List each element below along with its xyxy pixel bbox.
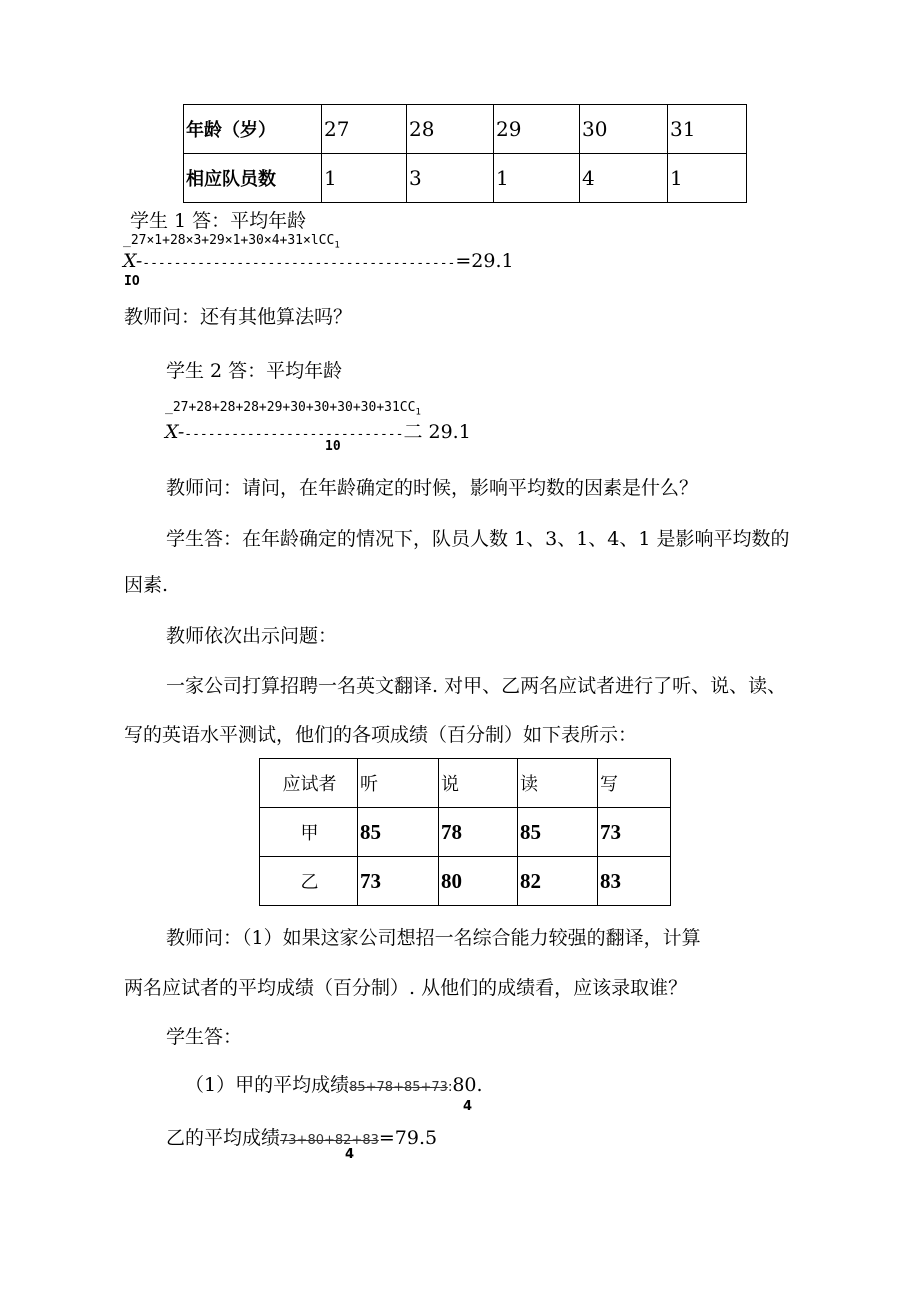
result: 二 29.1 xyxy=(403,421,471,443)
student2-denominator: 10 xyxy=(325,439,341,454)
score-cell: 85 xyxy=(358,808,439,857)
table-row xyxy=(184,105,747,154)
table-row xyxy=(184,154,747,203)
row-header-age: 年龄（岁） xyxy=(184,105,322,154)
age-table xyxy=(183,104,747,203)
yi-average-result: =79.5 xyxy=(378,1127,438,1149)
numerator-text: _27×1+28×3+29×1+30×4+31×lCC xyxy=(123,233,335,248)
student-answer-line1: 学生答：在年龄确定的情况下，队员人数 1、3、1、4、1 是影响平均数的 xyxy=(166,528,790,550)
problem-line1: 一家公司打算招聘一名英文翻译. 对甲、乙两名应试者进行了听、说、读、 xyxy=(166,675,787,697)
yi-average-denominator: 4 xyxy=(345,1147,355,1162)
jia-average-result: 80. xyxy=(452,1074,483,1096)
table-cell: 1 xyxy=(322,154,407,203)
x-bar: X- xyxy=(123,250,143,272)
yi-average-expr: 73+80+82+83 xyxy=(280,1133,379,1148)
teacher-question-3-line1: 教师问：（1）如果这家公司想招一名综合能力较强的翻译，计算 xyxy=(166,927,701,949)
table-cell: 29 xyxy=(494,105,580,154)
teacher-show-problem: 教师依次出示问题： xyxy=(166,625,338,647)
x-bar: X- xyxy=(165,421,185,443)
score-cell: 82 xyxy=(518,857,598,906)
problem-line2: 写的英语水平测试，他们的各项成绩（百分制）如下表所示： xyxy=(124,724,638,746)
numerator-sub: 1 xyxy=(334,240,340,251)
table-cell: 1 xyxy=(494,154,580,203)
table-cell: 4 xyxy=(580,154,668,203)
student2-intro: 学生 2 答：平均年龄 xyxy=(166,360,343,382)
column-header: 说 xyxy=(439,759,518,808)
teacher-question-3-line2: 两名应试者的平均成绩（百分制）. 从他们的成绩看，应该录取谁？ xyxy=(124,977,688,999)
table-cell: 27 xyxy=(322,105,407,154)
jia-average-denominator: 4 xyxy=(463,1099,473,1114)
table-header-row xyxy=(260,759,671,808)
score-table xyxy=(259,758,671,906)
numerator-text: _27+28+28+28+29+30+30+30+30+31CC xyxy=(165,400,416,415)
table-row xyxy=(260,808,671,857)
student1-intro: 学生 1 答：平均年龄 xyxy=(130,210,307,232)
score-cell: 83 xyxy=(598,857,671,906)
score-cell: 73 xyxy=(358,857,439,906)
fraction-dashes: ---------------------------------------- xyxy=(142,256,456,271)
column-header: 听 xyxy=(358,759,439,808)
column-header: 应试者 xyxy=(260,759,358,808)
jia-average-expr: 85+78+85+73 xyxy=(349,1080,448,1095)
student1-fraction-line xyxy=(123,250,514,272)
jia-average-line xyxy=(185,1070,483,1097)
table-cell: 28 xyxy=(407,105,494,154)
jia-average-label: （1）甲的平均成绩 xyxy=(185,1074,350,1096)
teacher-question-1: 教师问：还有其他算法吗？ xyxy=(124,306,353,328)
row-header-count: 相应队员数 xyxy=(184,154,322,203)
teacher-question-2: 教师问：请问，在年龄确定的时候，影响平均数的因素是什么？ xyxy=(166,477,699,499)
score-cell: 80 xyxy=(439,857,518,906)
student1-denominator: IO xyxy=(124,274,140,289)
student-answer-line2: 因素. xyxy=(124,574,169,596)
student-answer-3: 学生答： xyxy=(166,1026,243,1048)
candidate-name: 乙 xyxy=(260,857,358,906)
column-header: 读 xyxy=(518,759,598,808)
yi-average-label: 乙的平均成绩 xyxy=(166,1127,281,1149)
score-cell: 78 xyxy=(439,808,518,857)
table-row xyxy=(260,857,671,906)
result: =29.1 xyxy=(455,250,514,272)
table-cell: 1 xyxy=(668,154,747,203)
table-cell: 31 xyxy=(668,105,747,154)
jia-average-sep: : xyxy=(447,1080,453,1095)
fraction-dashes: ---------------------------- xyxy=(184,427,404,442)
candidate-name: 甲 xyxy=(260,808,358,857)
score-cell: 73 xyxy=(598,808,671,857)
student1-numerator xyxy=(123,233,340,251)
yi-average-line xyxy=(166,1123,437,1150)
numerator-sub: 1 xyxy=(415,407,421,418)
table-cell: 3 xyxy=(407,154,494,203)
table-cell: 30 xyxy=(580,105,668,154)
column-header: 写 xyxy=(598,759,671,808)
student2-fraction-line xyxy=(165,417,471,444)
score-cell: 85 xyxy=(518,808,598,857)
student2-numerator xyxy=(165,400,421,418)
